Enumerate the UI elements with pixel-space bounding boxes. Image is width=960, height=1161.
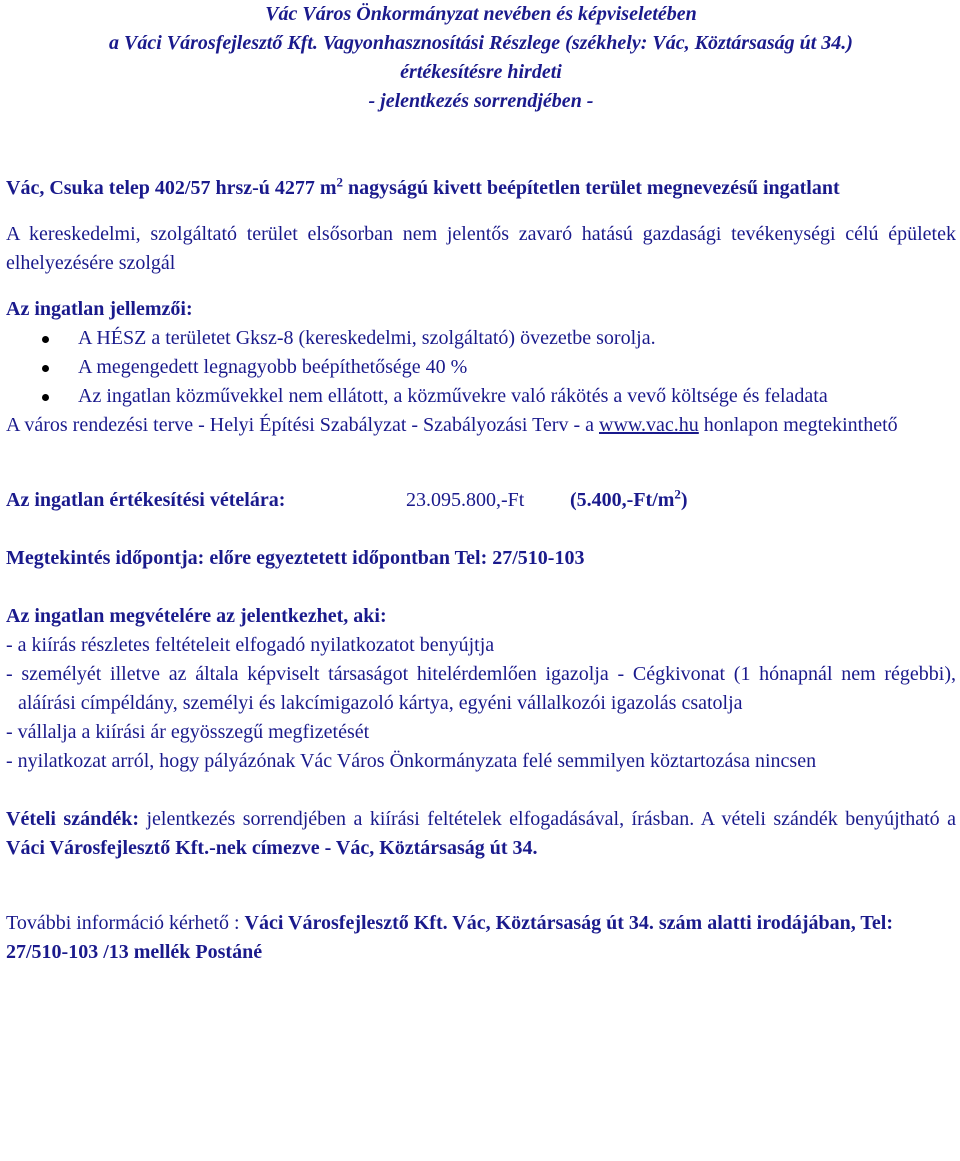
- property-title-pre: Vác, Csuka telep 402/57 hrsz-ú 4277 m: [6, 177, 337, 199]
- feature-item: A megengedett legnagyobb beépíthetősége 40 %: [6, 353, 956, 382]
- feature-item: A HÉSZ a területet Gksz-8 (kereskedelmi, szolgáltató) övezetbe sorolja.: [6, 324, 956, 353]
- features-list: [6, 324, 956, 411]
- applicants-list: [6, 631, 956, 776]
- header-line-4: - jelentkezés sorrendjében -: [368, 90, 594, 112]
- zone-text: A kereskedelmi, szolgáltató terület elsősorban nem jelentős zavaró hatású gazdasági tevékenységi célú épületek elhelyezésére szolgál: [6, 223, 956, 274]
- applicant-condition: - vállalja a kiírási ár egyösszegű megfizetését: [6, 721, 370, 743]
- price-row: [6, 486, 956, 515]
- bullet-icon: [42, 394, 49, 401]
- property-title-post: nagyságú kivett beépítetlen terület megnevezésű ingatlant: [343, 177, 840, 199]
- header-line-1: Vác Város Önkormányzat nevében és képviseletében: [265, 3, 697, 25]
- property-title-sup: 2: [336, 174, 344, 190]
- header-line-2: a Váci Városfejlesztő Kft. Vagyonhasznosítási Részlege (székhely: Vác, Köztársaság út 34.): [109, 32, 853, 54]
- bullet-icon: [42, 365, 49, 372]
- price-label: Az ingatlan értékesítési vételára:: [6, 489, 286, 511]
- plan-text: A város rendezési terve - Helyi Építési Szabályzat - Szabályozási Terv - a www.vac.hu honlapon megtekinthető: [6, 414, 898, 436]
- applicant-condition: - a kiírás részletes feltételeit elfogadó nyilatkozatot benyújtja: [6, 634, 495, 656]
- applicant-condition: - személyét illetve az általa képviselt társaságot hitelérdemlően igazolja - Cégkivonat (1 hónapnál nem régebbi), aláírási címpéldány, személyi és lakcímigazoló kártya, egyéni vállalkozói igazolás csatolja: [6, 663, 956, 714]
- applicants-heading: Az ingatlan megvételére az jelentkezhet, aki:: [6, 605, 387, 627]
- bullet-icon: [42, 336, 49, 343]
- property-title: [6, 174, 956, 203]
- further-info: További információ kérhető : Váci Városfejlesztő Kft. Vác, Köztársaság út 34. szám alatti irodájában, Tel: 27/510-103 /13 mellék Postáné: [6, 912, 893, 963]
- price-value: 23.095.800,-Ft: [406, 489, 525, 511]
- applicant-condition: - nyilatkozat arról, hogy pályázónak Vác Város Önkormányzata felé semmilyen köztartozása nincsen: [6, 750, 817, 772]
- website-link[interactable]: www.vac.hu: [599, 414, 699, 436]
- price-unit: $(5.400,-Ft/m^2)$: [570, 486, 688, 511]
- header-line-3: értékesítésre hirdeti: [400, 61, 562, 83]
- viewing-line: Megtekintés időpontja: előre egyeztetett időpontban Tel: 27/510-103: [6, 547, 585, 569]
- purchase-intent: Vételi szándék: jelentkezés sorrendjében a kiírási feltételek elfogadásával, írásban. A vételi szándék benyújtható a Váci Városfejlesztő Kft.-nek címezve - Vác, Köztársaság út 34.: [6, 808, 956, 859]
- feature-item: Az ingatlan közművekkel nem ellátott, a közművekre való rákötés a vevő költsége és feladata: [6, 382, 956, 411]
- features-heading: Az ingatlan jellemzői:: [6, 298, 193, 320]
- document-page: [6, 0, 956, 967]
